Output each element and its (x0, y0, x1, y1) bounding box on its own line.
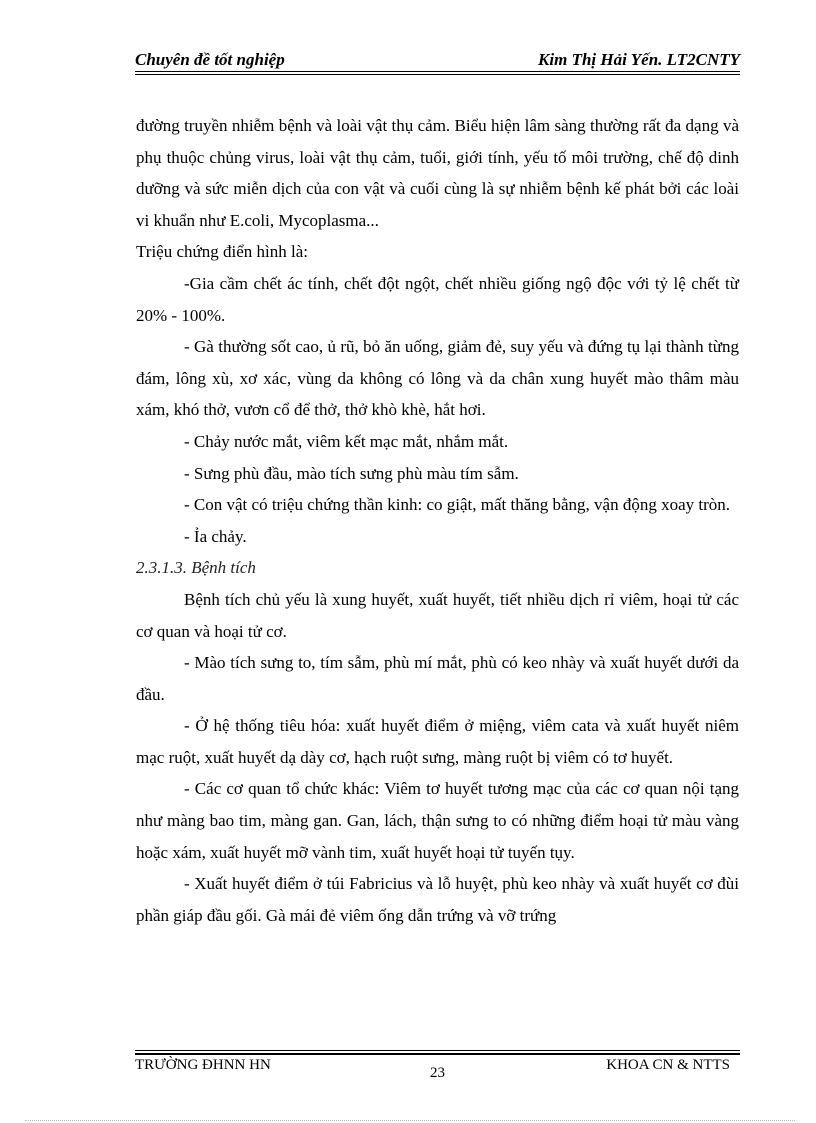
page-header (135, 50, 740, 72)
header-rule-thin (135, 74, 740, 75)
paragraph: - Sưng phù đầu, mào tích sưng phù màu tím sẫm. (184, 463, 519, 483)
paragraph: - Con vật có triệu chứng thần kinh: co giật, mất thăng bằng, vận động xoay tròn. (184, 495, 731, 515)
paragraph: Triệu chứng điển hình là: (136, 242, 308, 262)
header-title: Chuyên đề tốt nghiệp (135, 50, 285, 69)
footer-faculty: KHOA CN & NTTS (606, 1057, 730, 1073)
paragraph: - Chảy nước mắt, viêm kết mạc mắt, nhắm mắt. (184, 431, 509, 451)
paragraph: -Gia cầm chết ác tính, chết đột ngột, chết nhiều giống ngộ độc với tỷ lệ chết từ 20% - 100%. (136, 273, 739, 325)
page-number: 23 (430, 1065, 445, 1081)
paragraph: Bệnh tích chủ yếu là xung huyết, xuất huyết, tiết nhiều dịch rỉ viêm, hoại tử các cơ quan và hoại tử cơ. (136, 589, 739, 641)
header-rule (135, 71, 740, 72)
paragraph: - Ở hệ thống tiêu hóa: xuất huyết điểm ở miệng, viêm cata và xuất huyết niêm mạc ruột, xuất huyết dạ dày cơ, hạch ruột sưng, màng ruột bị viêm có tơ huyết. (136, 716, 739, 767)
body-text (136, 110, 739, 931)
footer-school: TRƯỜNG ĐHNN HN (135, 1057, 271, 1073)
footer-rule (135, 1053, 740, 1055)
footer-rule-thin (135, 1050, 740, 1051)
section-heading: 2.3.1.3. Bệnh tích (136, 558, 256, 578)
paragraph: đường truyền nhiễm bệnh và loài vật thụ cảm. Biểu hiện lâm sàng thường rất đa dạng và phụ thuộc chủng virus, loài vật thụ cảm, tuổi, giới tính, yếu tố môi trường, chế độ dinh dưỡng và sức miễn dịch của con vật và cuối cùng là sự nhiễm bệnh kế phát bởi các loài vi khuẩn như E.coli, Mycoplasma... (136, 116, 739, 230)
header-author: Kim Thị Hải Yến. LT2CNTY (538, 50, 740, 69)
paragraph: - Ỉa chảy. (184, 526, 247, 546)
paragraph: - Xuất huyết điểm ở túi Fabricius và lỗ huyệt, phù keo nhày và xuất huyết cơ đùi phần giáp đầu gối. Gà mái đẻ viêm ống dẫn trứng và vỡ trứng (136, 874, 739, 925)
page-edge-divider (25, 1120, 795, 1121)
paragraph: - Các cơ quan tổ chức khác: Viêm tơ huyết tương mạc của các cơ quan nội tạng như màng bao tim, màng gan. Gan, lách, thận sưng to có những điểm hoại tử màu vàng hoặc xám, xuất huyết mỡ vành tim, xuất huyết hoại tử tuyến tụy. (136, 779, 739, 862)
paragraph: - Mào tích sưng to, tím sẫm, phù mí mắt, phù có keo nhày và xuất huyết dưới da đầu. (136, 653, 739, 704)
paragraph: - Gà thường sốt cao, ủ rũ, bỏ ăn uống, giảm đẻ, suy yếu và đứng tụ lại thành từng đám, lông xù, xơ xác, vùng da không có lông và da chân xung huyết mào thâm màu xám, khó thở, vươn cổ để thở, thở khò khè, hắt hơi. (136, 337, 739, 420)
page-footer (135, 1057, 740, 1087)
